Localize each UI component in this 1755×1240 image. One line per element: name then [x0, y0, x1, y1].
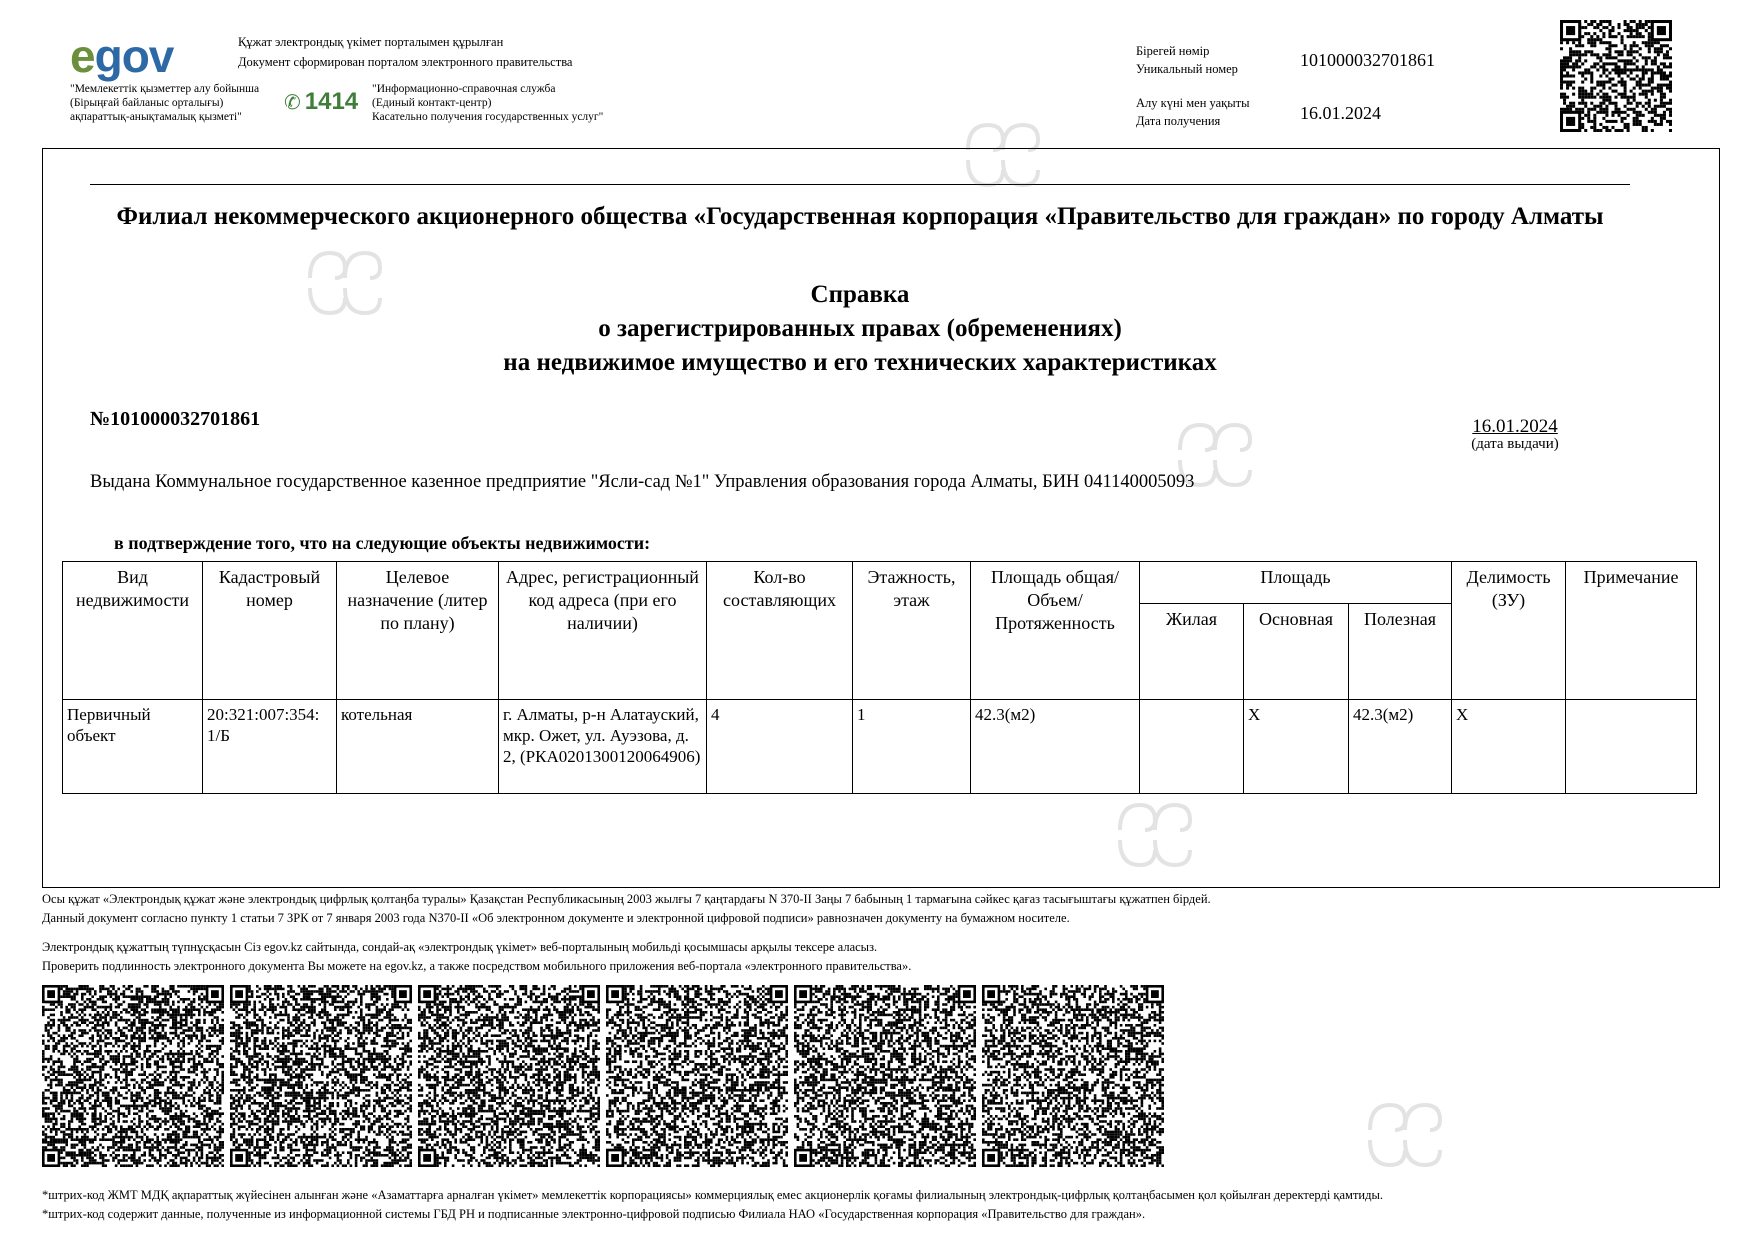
col-header-divisibility: Делимость (ЗУ) — [1452, 562, 1566, 700]
col-header-area-total: Площадь общая/ Объем/ Протяженность — [971, 562, 1140, 700]
cell-useful: 42.3(м2) — [1349, 700, 1452, 794]
contact-phone: ✆ 1414 — [284, 88, 359, 115]
cell-purpose: котельная — [337, 700, 499, 794]
service-caption-ru: "Информационно-справочная служба (Единый контакт-центр) Касательно получения государственных услуг" — [372, 83, 604, 123]
ornament-watermark — [1110, 790, 1200, 875]
col-header-type: Вид недвижимости — [63, 562, 203, 700]
unique-number-value: 101000032701861 — [1300, 50, 1435, 70]
col-header-note: Примечание — [1566, 562, 1697, 700]
ornament-watermark — [958, 110, 1048, 195]
barcode-notice: *штрих-код ЖМТ МДҚ ақпараттық жүйесінен алынған және «Азаматтарға арналған үкімет» мемлекеттік корпорациясы» коммерциялық емес акционерлік қоғамы филиалының электрондық-цифрлық қолтаңбасымен қол қойылған деректерді қамтиды. *штрих-код содержит данные, полученные из информационной системы ГБД РН и подписанные электронно-цифровой подписью Филиала НАО «Государственная корпорация «Правительство для граждан». — [42, 1188, 1384, 1221]
verify-notice: Электрондық құжаттың түпнұсқасын Сіз egov.kz сайтында, сондай-ақ «электрондық үкімет» веб-порталының мобильді қосымшасы арқылы тексере аласыз. Проверить подлинность электронного документа Вы можете на egov.kz, а также посредством мобильного приложения веб-портала «электронного правительства». — [42, 940, 912, 973]
cell-cadastral: 20:321:007:354:1/Б — [203, 700, 337, 794]
barcode-4 — [606, 985, 788, 1167]
ornament-watermark — [300, 238, 390, 323]
property-table — [62, 561, 1697, 794]
portal-caption: Құжат электрондық үкімет порталымен құрылған Документ сформирован порталом электронного правительства — [238, 35, 573, 69]
table-row — [63, 700, 1697, 794]
phone-icon: ✆ — [284, 90, 301, 114]
cell-living — [1140, 700, 1244, 794]
issue-date: 16.01.2024 (дата выдачи) — [1471, 416, 1559, 452]
barcode-3 — [418, 985, 600, 1167]
receipt-date-value: 16.01.2024 — [1300, 103, 1381, 123]
egov-logo: egov — [70, 30, 174, 82]
ornament-watermark — [1360, 1090, 1450, 1175]
col-header-purpose: Целевое назначение (литер по плану) — [337, 562, 499, 700]
cell-address: г. Алматы, р-н Алатауский, мкр. Ожет, ул. Ауэзова, д. 2, (РКА0201300120064906) — [499, 700, 707, 794]
barcode-2 — [230, 985, 412, 1167]
cell-type: Первичный объект — [63, 700, 203, 794]
qr-code — [1560, 20, 1672, 132]
col-header-address: Адрес, регистрационный код адреса (при его наличии) — [499, 562, 707, 700]
col-header-cadastral: Кадастровый номер — [203, 562, 337, 700]
organization-name: Филиал некоммерческого акционерного общества «Государственная корпорация «Правительство для граждан» по городу Алматы — [116, 203, 1604, 230]
barcode-1 — [42, 985, 224, 1167]
cell-main: X — [1244, 700, 1349, 794]
legal-notice: Осы құжат «Электрондық құжат және электрондық цифрлық қолтаңба туралы» Қазақстан Республикасының 2003 жылғы 7 қаңтардағы N 370-II Заңы 7 бабының 1 тармағына сәйкес қағаз тасығыштағы құжатпен бірдей. Данный документ согласно пункту 1 статьи 7 ЗРК от 7 января 2003 года N370-II «Об электронном документе и электронной цифровой подписи» равнозначен документу на бумажном носителе. — [42, 892, 1211, 925]
col-header-components: Кол-во составляющих — [707, 562, 853, 700]
confirmation-text: в подтверждение того, что на следующие объекты недвижимости: — [114, 533, 651, 553]
service-caption-kz: "Мемлекеттік қызметтер алу бойынша (Бірыңғай байланыс орталығы) ақпараттық-анықтамалық қызметі" — [70, 83, 260, 123]
unique-number-label: Бірегей нөмір Уникальный номер — [1136, 44, 1238, 76]
issued-to: Выдана Коммунальное государственное казенное предприятие "Ясли-сад №1" Управления образования города Алматы, БИН 041140005093 — [90, 472, 1195, 492]
barcode-6 — [982, 985, 1164, 1167]
col-header-useful: Полезная — [1349, 604, 1452, 700]
ornament-watermark — [1170, 410, 1260, 495]
col-header-area: Площадь — [1140, 562, 1452, 604]
col-header-living: Жилая — [1140, 604, 1244, 700]
cell-divisibility: X — [1452, 700, 1566, 794]
col-header-main: Основная — [1244, 604, 1349, 700]
certificate-title: Справка о зарегистрированных правах (обременениях) на недвижимое имущество и его технических характеристиках — [503, 281, 1217, 376]
receipt-date-label: Алу күні мен уақыты Дата получения — [1136, 96, 1250, 128]
col-header-floors: Этажность, этаж — [853, 562, 971, 700]
document-number: №101000032701861 — [90, 408, 261, 430]
cell-area-total: 42.3(м2) — [971, 700, 1140, 794]
barcode-5 — [794, 985, 976, 1167]
cell-note — [1566, 700, 1697, 794]
top-rule — [90, 184, 1630, 185]
cell-floors: 1 — [853, 700, 971, 794]
cell-components: 4 — [707, 700, 853, 794]
